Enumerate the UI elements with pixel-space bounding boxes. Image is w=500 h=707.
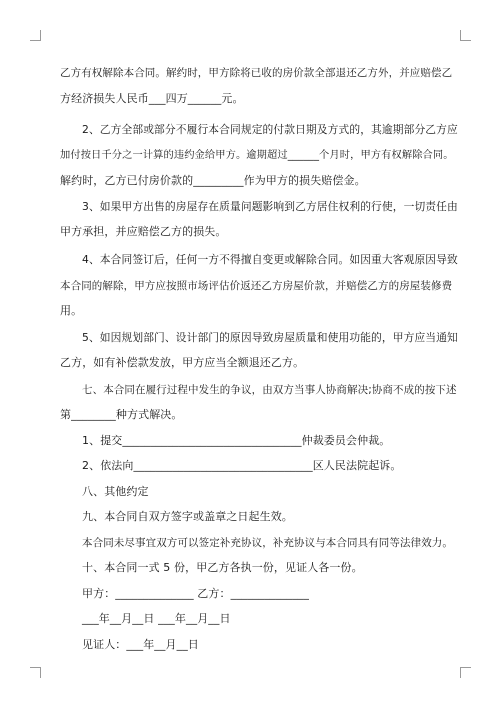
text-line: 本合同的解除，甲方应按照市场评估价返还乙方房屋价款，并赔偿乙方的房屋装修费	[60, 280, 453, 292]
text-line: 乙方有权解除本合同。解约时，甲方除将已收的房价款全部退还乙方外，并应赔偿乙	[60, 67, 453, 79]
crop-mark-top-right	[460, 30, 471, 41]
text-line: 十、本合同一式 5 份，甲乙方各执一份，见证人各一份。	[82, 561, 363, 574]
text-line: 用。	[60, 304, 83, 317]
text-line: 1、提交________________________________仲裁委员会仲裁。	[82, 434, 391, 447]
text-line: 本合同未尽事宜双方可以签定补充协议，补充协议与本合同具有同等法律效力。	[82, 537, 453, 549]
text-line: 4、本合同签订后，任何一方不得擅自变更或解除合同。如因重大客观原因导致	[82, 253, 458, 266]
crop-mark-bottom-right	[460, 667, 471, 678]
text-line: 3、如果甲方出售的房屋存在质量问题影响到乙方居住权利的行使，一切责任由	[82, 200, 458, 213]
text-line: 甲方承担，并应赔偿乙方的损失。	[60, 225, 227, 238]
text-line: 乙方，如有补偿款发放，甲方应当全额退还乙方。	[60, 356, 305, 369]
text-line: 5、如因规划部门、设计部门的原因导致房屋质量和使用功能的，甲方应当通知	[82, 331, 458, 344]
text-line: 方经济损失人民币___四万______元。	[60, 92, 244, 105]
crop-mark-bottom-left	[30, 667, 41, 678]
text-line: 第________种方式解决。	[60, 408, 183, 421]
crop-mark-top-left	[30, 30, 41, 41]
text-line: 解约时，乙方已付房价款的_________作为甲方的损失赔偿金。	[60, 174, 366, 187]
text-line: 九、本合同自双方签字或盖章之日起生效。	[82, 510, 293, 523]
text-line: 加付按日千分之一计算的违约金给甲方。逾期超过______个月时，甲方有权解除合同。	[60, 149, 454, 161]
text-line: 2、乙方全部或部分不履行本合同规定的付款日期及方式的，其逾期部分乙方应	[82, 123, 458, 136]
text-line: 八、其他约定	[82, 485, 149, 498]
text-line: 2、依法向________________________________区人民法院起诉。	[82, 459, 402, 472]
text-line: 甲方：______________ 乙方：______________	[82, 587, 309, 600]
text-line: 见证人：___年__月__日	[82, 638, 199, 651]
text-line: 七、本合同在履行过程中发生的争议，由双方当事人协商解决;协商不成的按下述	[82, 384, 457, 396]
text-line: ___年__月__日 ___年__月__日	[82, 612, 231, 625]
